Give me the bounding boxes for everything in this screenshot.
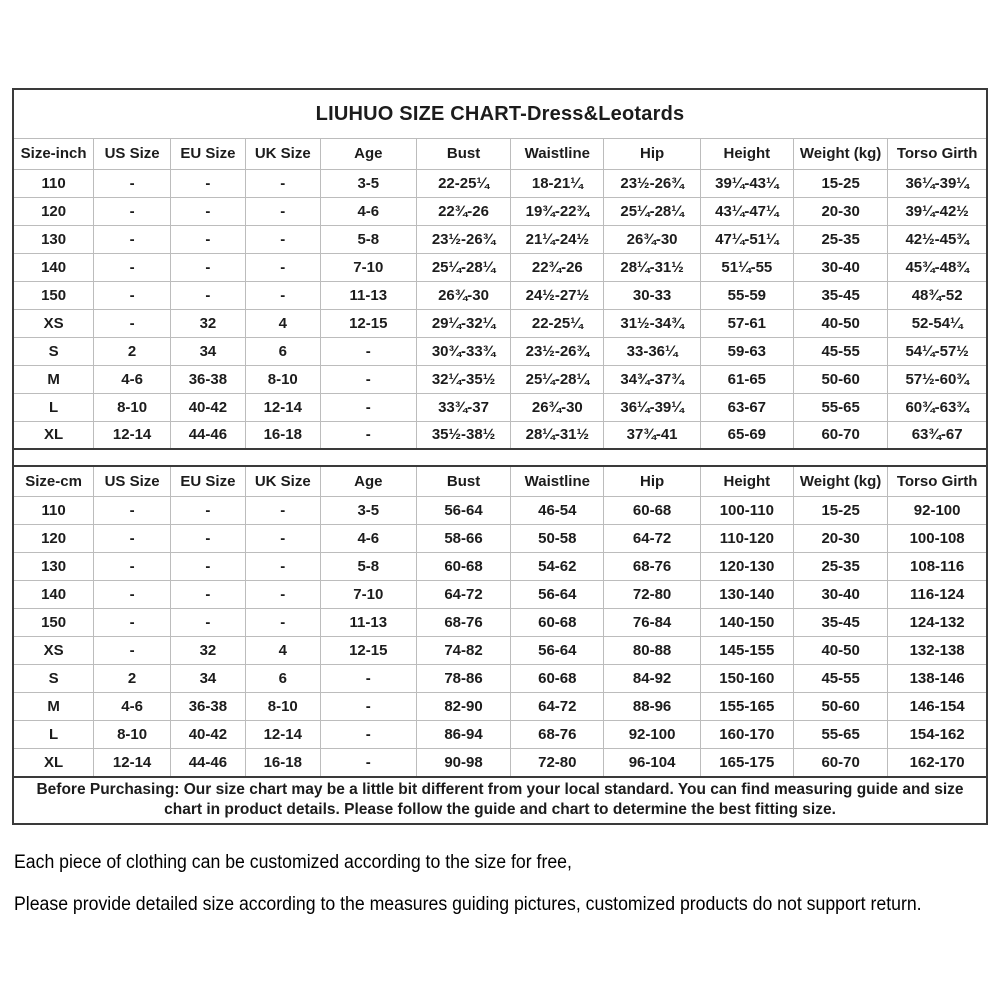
table-cell: 6 [245,664,320,692]
table-cell: 92-100 [888,496,986,524]
table-cell: 59-63 [700,337,793,365]
table-cell: 55-59 [700,281,793,309]
table-cell: 5-8 [320,552,416,580]
table-cell: 25¼-28¼ [416,253,510,281]
table-cell: 60-68 [604,496,700,524]
table-cell: 2 [94,337,171,365]
table-gap [14,450,986,465]
table-cell: XL [14,421,94,449]
table-row [14,421,986,449]
table-cell: - [245,225,320,253]
table-cell: 12-15 [320,309,416,337]
table-cell: - [94,253,171,281]
table-cell: 44-46 [170,748,245,776]
table-row [14,337,986,365]
table-cell: - [170,496,245,524]
column-header: Size-cm [14,466,94,496]
table-row [14,393,986,421]
table-cell: - [245,253,320,281]
column-header: Height [700,139,793,169]
table-cell: 162-170 [888,748,986,776]
column-header: Bust [416,466,510,496]
table-cell: 3-5 [320,496,416,524]
table-cell: 22-25¼ [416,169,510,197]
table-cell: 16-18 [245,748,320,776]
table-cell: 64-72 [604,524,700,552]
table-cell: - [94,169,171,197]
table-cell: 120 [14,197,94,225]
table-cell: 56-64 [511,580,604,608]
table-cell: 154-162 [888,720,986,748]
table-cell: - [170,253,245,281]
table-cell: 4-6 [94,692,171,720]
table-cell: 100-110 [700,496,793,524]
table-cell: 30¾-33¾ [416,337,510,365]
table-cell: 80-88 [604,636,700,664]
table-cell: 4 [245,309,320,337]
table-cell: 8-10 [245,692,320,720]
table-cell: 45-55 [793,664,887,692]
table-cell: 61-65 [700,365,793,393]
table-cell: 22¾-26 [416,197,510,225]
table-cell: - [320,720,416,748]
column-header: Weight (kg) [793,139,887,169]
table-cell: 40-42 [170,720,245,748]
column-header: Torso Girth [888,466,986,496]
table-cell: 39¼-42½ [888,197,986,225]
table-cell: 40-42 [170,393,245,421]
table-cell: - [320,664,416,692]
table-cell: 60-68 [511,608,604,636]
table-cell: - [245,169,320,197]
table-cell: - [94,197,171,225]
table-cell: 64-72 [416,580,510,608]
table-cell: 22¾-26 [511,253,604,281]
table-cell: - [245,608,320,636]
table-cell: 4-6 [94,365,171,393]
table-cell: 140 [14,253,94,281]
table-cell: 25-35 [793,552,887,580]
table-cell: 15-25 [793,496,887,524]
table-cell: - [94,281,171,309]
table-cell: 37¾-41 [604,421,700,449]
table-cell: - [94,524,171,552]
table-cell: 12-14 [94,748,171,776]
table-cell: 35-45 [793,608,887,636]
table-cell: 23½-26¾ [604,169,700,197]
table-cell: - [94,496,171,524]
table-cell: 150 [14,281,94,309]
table-cell: 24½-27½ [511,281,604,309]
table-cell: 110 [14,169,94,197]
table-cell: - [94,636,171,664]
table-cell: 19¾-22¾ [511,197,604,225]
table-cell: 20-30 [793,524,887,552]
table-cell: 140 [14,580,94,608]
table-cell: 30-40 [793,253,887,281]
table-row [14,608,986,636]
table-cell: 56-64 [511,636,604,664]
table-cell: 12-14 [245,720,320,748]
table-cell: 86-94 [416,720,510,748]
table-cell: 55-65 [793,720,887,748]
table-cell: 96-104 [604,748,700,776]
table-cell: 32 [170,309,245,337]
table-cell: 26¾-30 [416,281,510,309]
table-cell: 12-15 [320,636,416,664]
table-cell: 23½-26¾ [416,225,510,253]
table-cell: - [320,365,416,393]
table-cell: 57½-60¾ [888,365,986,393]
size-chart-inch-table [14,139,986,450]
table-cell: - [170,608,245,636]
table-cell: 50-60 [793,365,887,393]
table-cell: - [170,281,245,309]
table-row [14,225,986,253]
column-header: Age [320,139,416,169]
table-cell: 47¼-51¼ [700,225,793,253]
table-cell: 34 [170,664,245,692]
table-cell: - [320,337,416,365]
column-header: UK Size [245,139,320,169]
table-cell: 29¼-32¼ [416,309,510,337]
table-cell: 11-13 [320,608,416,636]
table-cell: 46-54 [511,496,604,524]
table-cell: 100-108 [888,524,986,552]
table-row [14,496,986,524]
table-cell: XL [14,748,94,776]
table-cell: 110-120 [700,524,793,552]
table-cell: - [245,524,320,552]
column-header: Bust [416,139,510,169]
table-cell: 54-62 [511,552,604,580]
table-cell: 130-140 [700,580,793,608]
table-cell: 28¼-31½ [604,253,700,281]
table-row [14,692,986,720]
table-cell: 40-50 [793,636,887,664]
table-cell: 48¾-52 [888,281,986,309]
table-cell: 60-70 [793,421,887,449]
table-row [14,365,986,393]
table-cell: - [245,580,320,608]
table-cell: 23½-26¾ [511,337,604,365]
table-cell: - [94,580,171,608]
table-cell: 60-68 [416,552,510,580]
table-cell: 34¾-37¾ [604,365,700,393]
table-cell: 25-35 [793,225,887,253]
table-cell: 57-61 [700,309,793,337]
chart-title: LIUHUO SIZE CHART-Dress&Leotards [14,90,986,139]
table-cell: 60-68 [511,664,604,692]
table-cell: - [170,197,245,225]
table-cell: 7-10 [320,253,416,281]
table-cell: 31½-34¾ [604,309,700,337]
table-cell: - [245,552,320,580]
table-row [14,169,986,197]
table-cell: 88-96 [604,692,700,720]
table-cell: 30-33 [604,281,700,309]
size-chart-cm-table [14,465,986,776]
table-cell: - [320,748,416,776]
table-cell: 12-14 [245,393,320,421]
table-cell: 68-76 [604,552,700,580]
column-header: Size-inch [14,139,94,169]
table-cell: 72-80 [604,580,700,608]
table-row [14,197,986,225]
column-header: EU Size [170,139,245,169]
table-cell: - [320,692,416,720]
table-row [14,664,986,692]
table-cell: L [14,720,94,748]
table-cell: 33¾-37 [416,393,510,421]
table-cell: - [170,225,245,253]
header-row [14,466,986,496]
table-cell: 45-55 [793,337,887,365]
table-cell: - [245,281,320,309]
table-cell: S [14,337,94,365]
table-cell: 60-70 [793,748,887,776]
table-cell: 36¼-39¼ [604,393,700,421]
table-cell: - [94,225,171,253]
table-cell: 52-54¼ [888,309,986,337]
table-cell: 26¾-30 [604,225,700,253]
column-header: Hip [604,466,700,496]
table-cell: 36-38 [170,692,245,720]
column-header: EU Size [170,466,245,496]
table-cell: - [170,524,245,552]
table-cell: 124-132 [888,608,986,636]
table-cell: 55-65 [793,393,887,421]
table-cell: 155-165 [700,692,793,720]
table-cell: 76-84 [604,608,700,636]
table-cell: 110 [14,496,94,524]
table-cell: 84-92 [604,664,700,692]
column-header: Height [700,466,793,496]
table-cell: 35½-38½ [416,421,510,449]
table-cell: 165-175 [700,748,793,776]
table-cell: 2 [94,664,171,692]
table-cell: 20-30 [793,197,887,225]
table-cell: - [245,197,320,225]
table-cell: 8-10 [94,393,171,421]
table-cell: 60¾-63¾ [888,393,986,421]
table-cell: 39¼-43¼ [700,169,793,197]
table-cell: 45¾-48¾ [888,253,986,281]
table-cell: 68-76 [416,608,510,636]
table-row [14,720,986,748]
table-cell: 35-45 [793,281,887,309]
table-cell: 160-170 [700,720,793,748]
column-header: US Size [94,466,171,496]
table-cell: 43¼-47¼ [700,197,793,225]
table-cell: - [94,552,171,580]
column-header: UK Size [245,466,320,496]
table-cell: 40-50 [793,309,887,337]
table-cell: 54¼-57½ [888,337,986,365]
table-cell: 5-8 [320,225,416,253]
table-cell: 90-98 [416,748,510,776]
table-cell: 58-66 [416,524,510,552]
column-header: Waistline [511,139,604,169]
table-cell: - [94,608,171,636]
table-cell: - [320,393,416,421]
table-cell: 120 [14,524,94,552]
table-cell: 25¼-28¼ [511,365,604,393]
table-row [14,580,986,608]
column-header: US Size [94,139,171,169]
column-header: Hip [604,139,700,169]
table-cell: XS [14,636,94,664]
column-header: Age [320,466,416,496]
column-header: Waistline [511,466,604,496]
table-cell: 68-76 [511,720,604,748]
table-cell: 145-155 [700,636,793,664]
table-row [14,524,986,552]
table-cell: 150 [14,608,94,636]
table-cell: - [94,309,171,337]
table-cell: 51¼-55 [700,253,793,281]
table-cell: 36¼-39¼ [888,169,986,197]
column-header: Torso Girth [888,139,986,169]
table-cell: 138-146 [888,664,986,692]
table-cell: 21¼-24½ [511,225,604,253]
table-cell: 6 [245,337,320,365]
table-cell: 12-14 [94,421,171,449]
table-cell: 4-6 [320,524,416,552]
table-cell: - [170,169,245,197]
header-row [14,139,986,169]
table-cell: M [14,365,94,393]
table-cell: 18-21¼ [511,169,604,197]
table-cell: 63-67 [700,393,793,421]
table-cell: 11-13 [320,281,416,309]
table-cell: 30-40 [793,580,887,608]
table-cell: 108-116 [888,552,986,580]
table-cell: 34 [170,337,245,365]
table-cell: 32¼-35½ [416,365,510,393]
table-cell: 56-64 [416,496,510,524]
table-cell: 130 [14,225,94,253]
table-cell: 36-38 [170,365,245,393]
table-cell: 78-86 [416,664,510,692]
purchasing-note: Before Purchasing: Our size chart may be a little bit different from your local standard. You can find measuring guide and size chart in product details. Please follow the guide and chart to determine the best fitting size. [14,776,986,823]
table-row [14,281,986,309]
table-cell: 140-150 [700,608,793,636]
table-cell: 74-82 [416,636,510,664]
table-row [14,309,986,337]
table-cell: - [170,580,245,608]
table-cell: - [320,421,416,449]
table-row [14,636,986,664]
table-cell: 8-10 [245,365,320,393]
table-cell: 3-5 [320,169,416,197]
table-cell: 32 [170,636,245,664]
customization-note: Each piece of clothing can be customized according to the size for free, [14,852,572,873]
table-cell: 92-100 [604,720,700,748]
table-cell: 50-58 [511,524,604,552]
table-cell: M [14,692,94,720]
table-row [14,253,986,281]
table-cell: 64-72 [511,692,604,720]
table-cell: 120-130 [700,552,793,580]
column-header: Weight (kg) [793,466,887,496]
table-cell: XS [14,309,94,337]
size-chart [12,88,988,825]
table-cell: - [170,552,245,580]
table-cell: 8-10 [94,720,171,748]
return-policy-note: Please provide detailed size according to the measures guiding pictures, customized products do not support return. [14,894,922,915]
table-cell: 22-25¼ [511,309,604,337]
table-cell: - [245,496,320,524]
table-row [14,748,986,776]
table-cell: 130 [14,552,94,580]
table-cell: 4-6 [320,197,416,225]
table-cell: 25¼-28¼ [604,197,700,225]
table-cell: 33-36¼ [604,337,700,365]
table-cell: L [14,393,94,421]
table-cell: 15-25 [793,169,887,197]
table-cell: 44-46 [170,421,245,449]
table-cell: 42½-45¾ [888,225,986,253]
table-cell: 16-18 [245,421,320,449]
table-cell: 28¼-31½ [511,421,604,449]
table-cell: 50-60 [793,692,887,720]
table-cell: 26¾-30 [511,393,604,421]
table-cell: 82-90 [416,692,510,720]
table-cell: 72-80 [511,748,604,776]
table-cell: 132-138 [888,636,986,664]
table-row [14,552,986,580]
table-cell: S [14,664,94,692]
table-cell: 63¾-67 [888,421,986,449]
table-cell: 4 [245,636,320,664]
table-cell: 146-154 [888,692,986,720]
table-cell: 116-124 [888,580,986,608]
table-cell: 7-10 [320,580,416,608]
table-cell: 65-69 [700,421,793,449]
table-cell: 150-160 [700,664,793,692]
